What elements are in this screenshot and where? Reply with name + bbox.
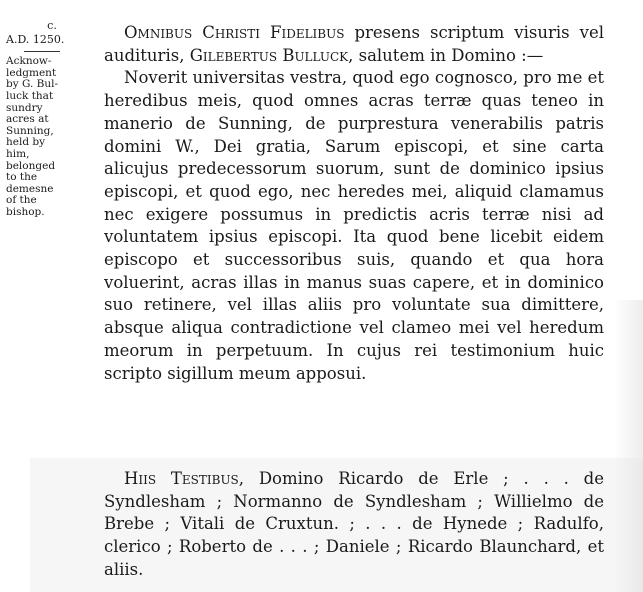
page-edge-shadow bbox=[613, 300, 643, 592]
salutation-close: , salutem in Domino :— bbox=[348, 45, 544, 65]
grantor-name: Gilebertus Bulluck bbox=[189, 45, 349, 65]
witness-names: , Domino Ricardo de Erle ; . . . de Syndlesham ; Normanno de Syndlesham ; Willielmo de Brebe ; Vitali de Cruxtun. ; . . . de Hynede ; Radulfo, clerico ; Roberto de . . . ; Daniele ; Ricardo Blaunchard, et aliis. bbox=[104, 469, 604, 579]
margin-rule bbox=[24, 51, 60, 52]
margin-circa: c. bbox=[47, 19, 57, 32]
margin-date: A.D. 1250. bbox=[6, 32, 65, 46]
witness-heading: Hiis Testibus bbox=[124, 469, 239, 488]
charter-text bbox=[104, 22, 604, 385]
margin-summary: Acknow- ledgment by G. Bul- luck that sundry acres at Sunning, held by him, belonged to the demesne of the bishop. bbox=[6, 55, 59, 218]
salutation-paragraph bbox=[104, 22, 604, 67]
salutation-text: presens scriptum visuris vel audituris, bbox=[104, 23, 604, 65]
witness-list bbox=[104, 468, 604, 582]
margin-note bbox=[6, 20, 98, 219]
charter-body: Noverit universitas vestra, quod ego cognosco, pro me et heredibus meis, quod omnes acras terræ quas teneo in manerio de Sunning, de purprestura venerabilis patris domini W., Dei gratia, Sarum episcopi, et sine carta alicujus predecessorum suorum, sunt de dominico ipsius episcopi, et quod ego, nec heredes mei, aliquid clamamus nec exigere possumus in predictis acris terræ nisi ad voluntatem ipsius episcopi. Ita quod bene licebit eidem episcopo et successoribus suis, quando et qua hora voluerint, acras illas in manus suas capere, et in dominico suo retinere, vel illas aliis pro voluntate sua dimittere, absque aliqua contradictione vel clameo mei vel heredum meorum in perpetuum. In cujus rei testimonium huic scripto sigillum meum apposui. bbox=[104, 68, 604, 383]
witness-paragraph bbox=[104, 468, 604, 582]
salutation-address: Omnibus Christi Fidelibus bbox=[124, 23, 345, 42]
